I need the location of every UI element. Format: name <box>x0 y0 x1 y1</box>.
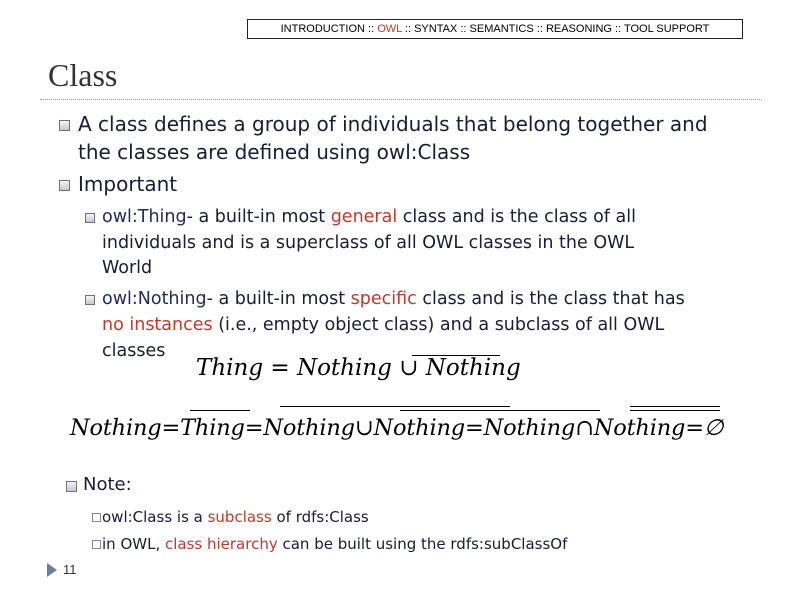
term-owl-nothing: owl:Nothing <box>102 289 207 309</box>
complement-overline <box>630 406 720 407</box>
nav-separator: :: <box>401 23 415 35</box>
nav-item-introduction[interactable]: INTRODUCTION <box>280 23 365 35</box>
formula-operator: = <box>244 415 264 441</box>
formula-operator: = <box>464 415 484 441</box>
square-bullet-icon <box>66 481 77 492</box>
nav-item-semantics[interactable]: SEMANTICS <box>469 23 534 35</box>
slide-arrow-icon <box>47 563 57 577</box>
complement-overline <box>412 355 500 356</box>
square-bullet-icon <box>59 120 70 131</box>
union-symbol: ∪ <box>354 415 374 441</box>
complement-overline <box>510 410 600 411</box>
formula-operator: = <box>685 415 704 441</box>
complement-overline <box>280 406 510 407</box>
note-text: of rdfs:Class <box>271 508 369 526</box>
formula-term: Nothing <box>263 415 355 441</box>
union-symbol: ∪ <box>399 355 419 381</box>
nav-item-syntax[interactable]: SYNTAX <box>414 23 458 35</box>
term-owl-thing: owl:Thing <box>102 207 187 227</box>
nav-item-tool-support[interactable]: TOOL SUPPORT <box>623 23 710 35</box>
bullet-class-definition-line1: A class defines a group of individuals that belong together and <box>78 112 708 136</box>
bullet-important: Important <box>78 172 178 196</box>
note-label: Note <box>83 474 126 495</box>
sub-bullet-nothing-line3: classes <box>102 341 166 361</box>
note-item-hierarchy <box>102 534 567 554</box>
square-bullet-icon <box>85 213 95 223</box>
empty-set-symbol: ∅ <box>703 415 724 441</box>
formula-term-complement: Nothing <box>425 355 521 381</box>
complement-overline <box>190 410 250 411</box>
formula-operator: = <box>161 415 181 441</box>
formula-term-complement: Nothing <box>593 415 686 441</box>
highlight-general: general <box>330 207 398 227</box>
nav-separator: :: <box>364 23 378 35</box>
nav-item-reasoning[interactable]: REASONING <box>545 23 612 35</box>
nav-item-owl[interactable]: OWL <box>377 23 402 35</box>
formula-term-complement: Nothing <box>373 415 465 441</box>
formula-term: Nothing <box>70 415 162 441</box>
nav-separator: :: <box>611 23 624 35</box>
formula-term-complement: Thing <box>180 415 245 441</box>
highlight-specific: specific <box>350 289 417 309</box>
highlight-no-instances: no instances <box>102 315 213 335</box>
title-divider <box>40 99 762 100</box>
formula-term: Nothing <box>483 415 576 441</box>
note-heading <box>83 473 132 497</box>
square-bullet-icon <box>59 180 70 191</box>
formula-operator: = <box>270 355 290 381</box>
note-text: in OWL, <box>102 535 165 553</box>
small-square-bullet-icon <box>92 540 101 549</box>
highlight-class-hierarchy: class hierarchy <box>164 535 278 553</box>
complement-overline <box>400 410 510 411</box>
sub-bullet-nothing-text: - a built-in most <box>206 289 351 309</box>
complement-overline <box>630 410 720 411</box>
sub-bullet-thing-text: class and is the class of all <box>397 207 636 227</box>
note-text: owl:Class is a <box>102 508 208 526</box>
formula-nothing-definition <box>70 415 723 441</box>
formula-term: Nothing <box>296 355 392 381</box>
note-text: can be built using the rdfs:subClassOf <box>277 535 568 553</box>
sub-bullet-nothing-text: (i.e., empty object class) and a subclass of all OWL <box>212 315 665 335</box>
square-bullet-icon <box>85 295 95 305</box>
formula-term: Thing <box>196 355 264 381</box>
page-number: 11 <box>63 562 77 577</box>
slide-title: Class <box>48 57 118 93</box>
sub-bullet-nothing-line2 <box>102 314 664 337</box>
sub-bullet-nothing-text: class and is the class that has <box>416 289 685 309</box>
note-item-subclass <box>102 507 369 527</box>
sub-bullet-thing-text: - a built-in most <box>186 207 331 227</box>
small-square-bullet-icon <box>92 513 101 522</box>
highlight-subclass: subclass <box>207 508 272 526</box>
sub-bullet-thing-line1 <box>102 206 636 229</box>
nav-separator: :: <box>533 23 546 35</box>
note-colon: : <box>125 474 132 495</box>
sub-bullet-thing-line3: World <box>102 258 153 278</box>
intersection-symbol: ∩ <box>575 415 594 441</box>
section-nav <box>247 19 743 39</box>
sub-bullet-thing-line2: individuals and is a superclass of all OWL classes in the OWL <box>102 233 635 253</box>
nav-separator: :: <box>457 23 470 35</box>
bullet-class-definition-line2: the classes are defined using owl:Class <box>78 140 471 164</box>
sub-bullet-nothing-line1 <box>102 288 685 311</box>
formula-thing-definition <box>196 355 521 381</box>
